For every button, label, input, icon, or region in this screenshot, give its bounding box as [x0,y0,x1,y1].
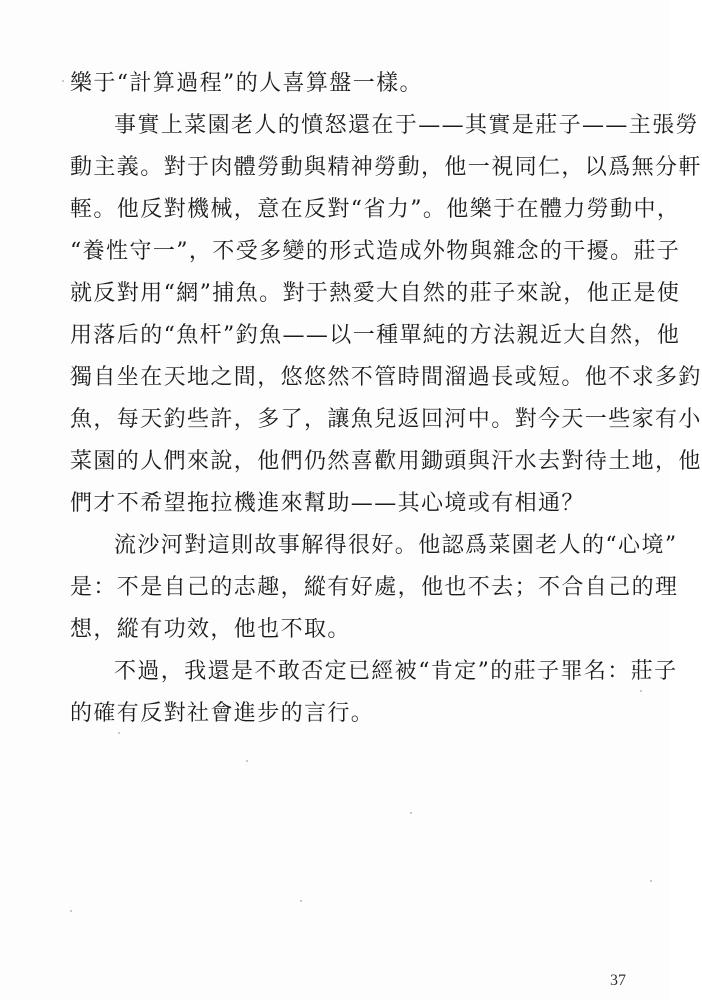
page-number: 37 [610,972,626,989]
scan-speck [650,880,652,882]
text-line: 流沙河對這則故事解得很好。他認爲菜園老人的“心境” [114,533,678,558]
body-text [70,63,702,735]
text-line: 樂于“計算過程”的人喜算盤一樣。 [70,71,423,96]
text-line: 菜園的人們來說，他們仍然喜歡用鋤頭與汗水去對待土地，他 [70,449,702,474]
scan-speck [70,910,72,912]
scan-speck [62,80,64,82]
text-line: 的確有反對社會進步的言行。 [70,701,375,726]
text-line: 不過，我還是不敢否定已經被“肯定”的莊子罪名：莊子 [114,659,678,684]
text-line: 輊。他反對機械，意在反對“省力”。他樂于在體力勞動中， [70,197,681,222]
scan-speck [410,812,412,814]
text-line: 獨自坐在天地之間，悠悠然不管時間溜過長或短。他不求多釣 [70,365,702,390]
scan-speck [118,732,120,734]
text-line: 魚，每天釣些許，多了，讓魚兒返回河中。對今天一些家有小 [70,407,702,432]
scan-speck [300,900,302,902]
text-line: 就反對用“網”捕魚。對于熱愛大自然的莊子來說，他正是使 [70,281,681,306]
text-line: 用落后的“魚杆”釣魚——以一種單純的方法親近大自然，他 [70,323,681,348]
text-line: 事實上菜園老人的憤怒還在于——其實是莊子——主張勞 [114,113,700,138]
text-line: “養性守一”，不受多變的形式造成外物與雜念的干擾。莊子 [70,239,681,264]
scan-speck [640,690,642,692]
text-line: 想，縱有功效，他也不取。 [70,617,351,642]
scan-speck [246,760,248,762]
text-line: 動主義。對于肉體勞動與精神勞動，他一視同仁，以爲無分軒 [70,155,702,180]
text-line: 們才不希望拖拉機進來幫助——其心境或有相通？ [70,491,585,516]
text-line: 是：不是自己的志趣，縱有好處，他也不去；不合自己的理 [70,575,679,600]
